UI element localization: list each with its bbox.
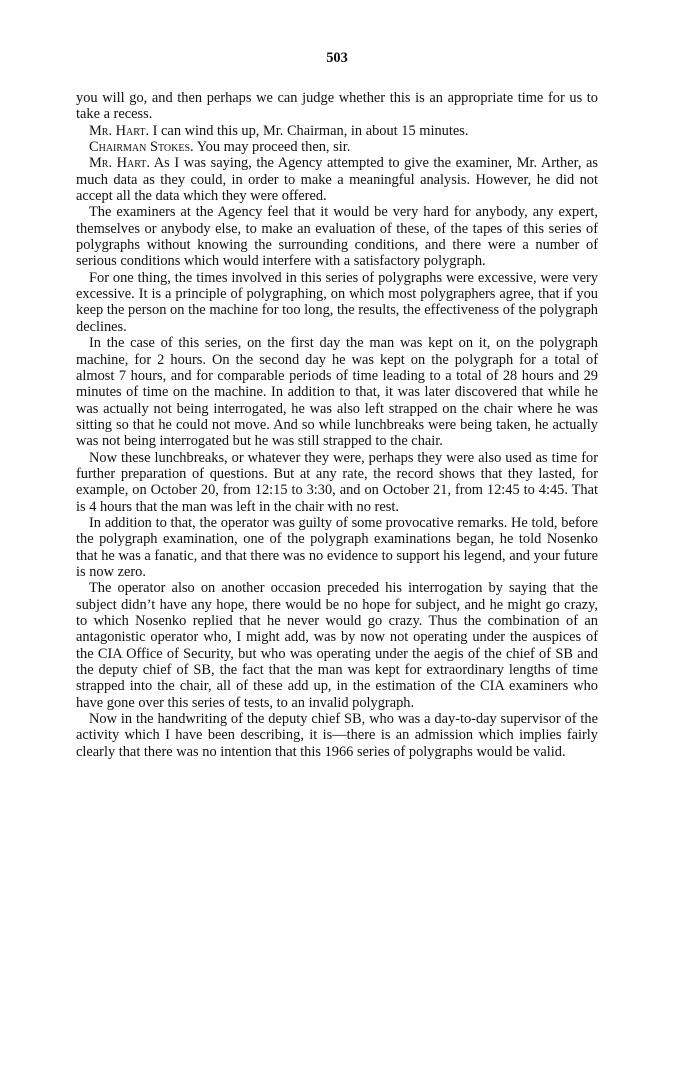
paragraph xyxy=(76,139,598,155)
paragraph xyxy=(76,450,598,515)
paragraph-text: As I was saying, the Agency attempted to give the examiner, Mr. Arther, as much data as they could, in order to make a meaningful analysis. However, he did not accept all the data which they were offered. xyxy=(76,155,598,205)
paragraph xyxy=(76,90,598,123)
paragraph xyxy=(76,515,598,580)
paragraph xyxy=(76,270,598,335)
paragraph-text: In addition to that, the operator was guilty of some provocative remarks. He told, before the polygraph examination, one of the polygraph examinations began, he told Nosenko that he was a fanatic, and that there was no evidence to support his legend, and your future is now zero. xyxy=(76,514,598,580)
speaker-name: Mr. Hart. xyxy=(89,155,151,172)
paragraph xyxy=(76,155,598,204)
speaker-name: Chairman Stokes. xyxy=(89,139,194,156)
paragraph xyxy=(76,711,598,760)
document-page xyxy=(76,50,598,760)
paragraph xyxy=(76,204,598,269)
paragraph-text: For one thing, the times involved in this series of polygraphs were excessive, were very excessive. It is a principle of polygraphing, on which most polygraphers agree, that if you keep the person on the machine for too long, the results, the effectiveness of the polygraph declines. xyxy=(76,269,598,335)
paragraph-text: you will go, and then perhaps we can judge whether this is an appropriate time for us to take a recess. xyxy=(76,90,598,123)
paragraph-text: Now in the handwriting of the deputy chief SB, who was a day-to-day supervisor of the activity which I have been describing, it is—there is an admission which implies fairly clearly that there was no intention that this 1966 series of polygraphs would be valid. xyxy=(76,711,598,760)
paragraph xyxy=(76,123,598,139)
speaker-name: Mr. Hart. xyxy=(89,122,150,139)
paragraph xyxy=(76,580,598,711)
paragraph-text: The operator also on another occasion preceded his interrogation by saying that the subject didn’t have any hope, there would be no hope for subject, and he might go crazy, to which Nosenko replied that he never would go crazy. Thus the combination of an antagonistic operator who, I might add, was by now not operating under the auspices of the CIA Office of Security, but who was operating under the aegis of the chief of SB and the deputy chief of SB, the fact that the man was kept for extraordinary lengths of time strapped into the chair, all of these add up, in the estimation of the CIA examiners who have gone over this series of tests, to an invalid polygraph. xyxy=(76,580,598,711)
paragraph-text: In the case of this series, on the first day the man was kept on it, on the polygraph machine, for 2 hours. On the second day he was kept on the polygraph for a total of almost 7 hours, and for comparable periods of time leading to a total of 28 hours and 29 minutes of time on the machine. In addition to that, it was later discovered that while he was actually not being interrogated, he was also left strapped on the chair where he was sitting so that he could not move. And so while lunchbreaks were being taken, he actually was not being interrogated but he was still strapped to the chair. xyxy=(76,335,598,450)
page-number: 503 xyxy=(326,50,348,66)
paragraph-text: You may proceed then, sir. xyxy=(193,139,351,156)
paragraph-text: The examiners at the Agency feel that it would be very hard for anybody, any expert, themselves or anybody else, to make an evaluation of these, of the tapes of this series of polygraphs without knowing the surrounding conditions, and there were a number of serious conditions which would interfere with a satisfactory polygraph. xyxy=(76,204,598,270)
body-text xyxy=(76,90,598,760)
paragraph-text: Now these lunchbreaks, or whatever they were, perhaps they were also used as time for further preparation of questions. But at any rate, the record shows that they lasted, for example, on October 20, from 12:15 to 3:30, and on October 21, from 12:45 to 4:45. That is 4 hours that the man was left in the chair with no rest. xyxy=(76,449,598,515)
paragraph xyxy=(76,335,598,449)
paragraph-text: I can wind this up, Mr. Chairman, in about 15 minutes. xyxy=(149,122,469,139)
